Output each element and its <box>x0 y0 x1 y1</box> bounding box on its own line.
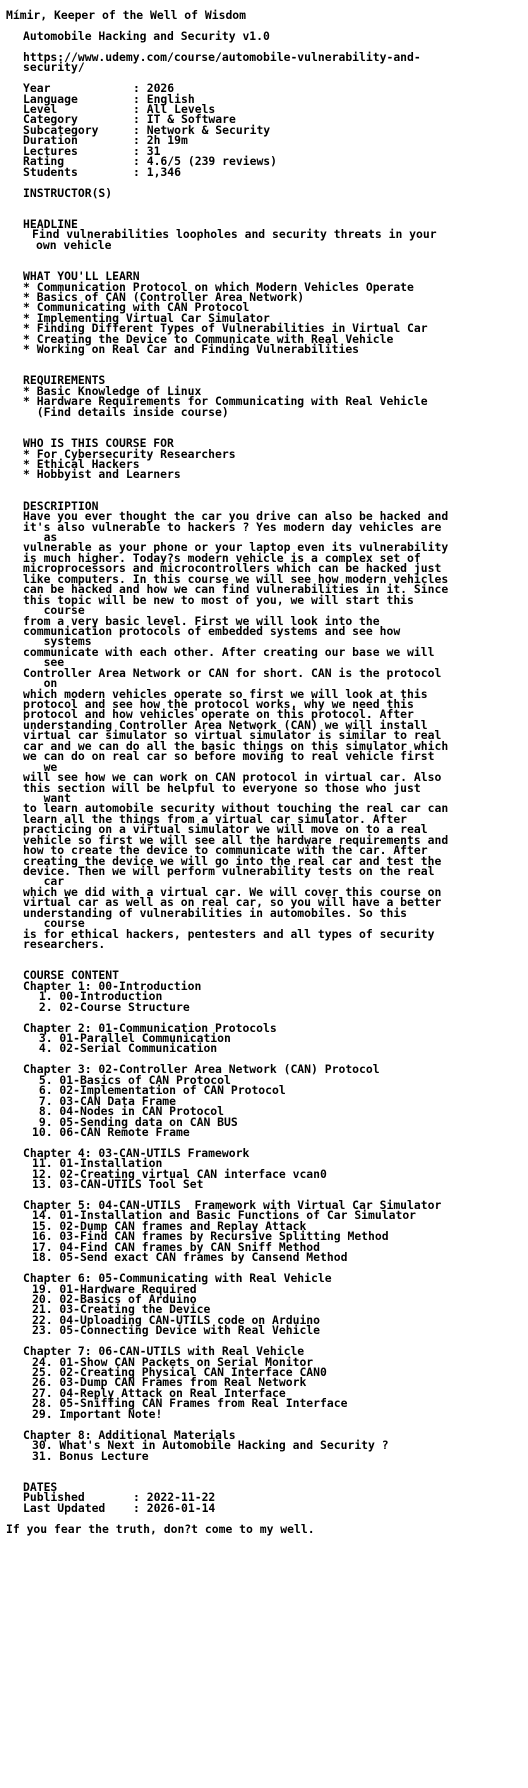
footer-quote: If you fear the truth, don?t come to my well. <box>6 1521 315 1536</box>
description-line: see <box>23 655 65 670</box>
audience-item: * Hobbyist and Learners <box>23 467 181 482</box>
description-line: will see how we can work on CAN protocol in virtual car. Also <box>23 770 442 785</box>
meta-key: Category <box>23 112 78 127</box>
description-line: this section will be helpful to everyone so those who just <box>23 780 421 795</box>
lecture-item: 16. 03-Find CAN frames by Recursive Splitting Method <box>32 1229 389 1244</box>
description-line: on <box>23 676 58 691</box>
meta-key: Lectures <box>23 143 78 158</box>
description-line: understanding of vulnerabilities in automobiles. So this <box>23 905 408 920</box>
lecture-item: 25. 02-Creating Physical CAN Interface CAN0 <box>32 1365 327 1380</box>
chapter <box>23 978 528 1014</box>
meta-value: : All Levels <box>133 101 216 116</box>
chapter <box>23 1200 528 1263</box>
description-line: this topic will be new to most of you, we will start this <box>23 592 414 607</box>
chapter <box>23 1064 528 1137</box>
lecture-item: 9. 05-Sending data on CAN BUS <box>32 1114 238 1129</box>
lecture-item: 10. 06-CAN Remote Frame <box>32 1124 190 1139</box>
lecture-item: 4. 02-Serial Communication <box>32 1041 218 1056</box>
learn-list <box>6 279 528 357</box>
meta-value: : 31 <box>133 143 161 158</box>
course-url-line-1: https://www.udemy.com/course/automobile-vulnerability-and- <box>23 49 421 64</box>
description-line: car <box>23 874 65 889</box>
audience-item: * For Cybersecurity Researchers <box>23 446 236 461</box>
lecture-item: 23. 05-Connecting Device with Real Vehicle <box>32 1323 321 1338</box>
meta-row <box>23 133 528 148</box>
description-line: want <box>23 790 72 805</box>
lecture-item: 2. 02-Course Structure <box>32 999 190 1014</box>
description-line: vehicle so first we will see all the hardware requirements and <box>23 832 449 847</box>
meta-value: : 4.6/5 (239 reviews) <box>133 154 278 169</box>
audience-item: * Ethical Hackers <box>23 456 140 471</box>
learn-heading: WHAT YOU'LL LEARN <box>23 269 140 284</box>
signature: Mímir, Keeper of the Well of Wisdom <box>6 8 247 22</box>
requirements-heading: REQUIREMENTS <box>23 373 106 388</box>
date-row <box>23 1500 528 1515</box>
chapter <box>23 1273 528 1336</box>
learn-item: * Basics of CAN (Controller Area Network) <box>23 289 305 304</box>
lecture-item: 11. 01-Installation <box>32 1156 163 1171</box>
description-line: course <box>23 603 85 618</box>
chapter-title: Chapter 8: Additional Materials <box>23 1427 236 1442</box>
chapter-title: Chapter 5: 04-CAN-UTILS Framework with Virtual Car Simulator <box>23 1198 442 1213</box>
description-line: communication protocols of embedded systems and see how <box>23 623 401 638</box>
chapter <box>23 1346 528 1419</box>
lecture-item: 15. 02-Dump CAN frames and Replay Attack <box>32 1218 307 1233</box>
description-line: practicing on a virtual simulator we will move on to a real <box>23 822 428 837</box>
meta-key: Language <box>23 91 78 106</box>
meta-key: Subcategory <box>23 122 99 137</box>
learn-item: * Creating the Device to Communicate with Real Vehicle <box>23 331 394 346</box>
course-content-heading: COURSE CONTENT <box>23 968 120 983</box>
description-line: which modern vehicles operate so first we will look at this <box>23 686 428 701</box>
description-line: virtual car simulator so virtual simulator is similar to real <box>23 728 442 743</box>
meta-row <box>23 81 528 96</box>
meta-key: Students <box>23 164 78 179</box>
lecture-item: 30. What's Next in Automobile Hacking and Security ? <box>32 1438 389 1453</box>
lecture-item: 26. 03-Dump CAN Frames from Real Network <box>32 1375 307 1390</box>
date-value: : 2026-01-14 <box>133 1500 216 1515</box>
meta-key: Level <box>23 101 58 116</box>
description-line: virtual car as well as on real car, so you will have a better <box>23 895 442 910</box>
lecture-item: 3. 01-Parallel Communication <box>32 1031 231 1046</box>
lecture-item: 1. 00-Introduction <box>32 989 163 1004</box>
chapter <box>23 1427 528 1463</box>
lecture-item: 14. 01-Installation and Basic Functions of Car Simulator <box>32 1208 417 1223</box>
meta-key: Duration <box>23 133 78 148</box>
description-line: we <box>23 759 58 774</box>
description-line: as <box>23 530 58 545</box>
learn-item: * Working on Real Car and Finding Vulnerabilities <box>23 342 360 357</box>
meta-value: : 2026 <box>133 81 175 96</box>
description-body <box>6 509 528 952</box>
lecture-item: 21. 03-Creating the Device <box>32 1302 211 1317</box>
lecture-item: 29. Important Note! <box>32 1406 163 1421</box>
chapter-title: Chapter 3: 02-Controller Area Network (CAN) Protocol <box>23 1062 380 1077</box>
requirement-item: * Basic Knowledge of Linux <box>23 383 202 398</box>
date-value: : 2022-11-22 <box>133 1490 216 1505</box>
lecture-item: 19. 01-Hardware Required <box>32 1281 197 1296</box>
meta-row <box>23 101 528 116</box>
lecture-item: 7. 03-CAN Data Frame <box>32 1093 177 1108</box>
description-heading: DESCRIPTION <box>23 498 99 513</box>
requirements-list <box>6 383 528 419</box>
description-line: which we did with a virtual car. We will cover this course on <box>23 884 442 899</box>
description-line: protocol and see how the protocol works, why we need this <box>23 697 414 712</box>
description-line: microprocessors and microcontrollers which can be hacked just <box>23 561 442 576</box>
lecture-item: 28. 05-Sniffing CAN Frames from Real Interface <box>32 1396 348 1411</box>
description-line: course <box>23 916 85 931</box>
chapter-title: Chapter 7: 06-CAN-UTILS with Real Vehicle <box>23 1344 305 1359</box>
description-line: researchers. <box>23 937 106 952</box>
description-line: Have you ever thought the car you drive can also be hacked and <box>23 509 449 524</box>
audience-heading: WHO IS THIS COURSE FOR <box>23 436 174 451</box>
lecture-item: 27. 04-Reply Attack on Real Interface <box>32 1385 286 1400</box>
instructors-heading: INSTRUCTOR(S) <box>23 185 113 200</box>
dates-table <box>6 1492 528 1513</box>
date-key: Published <box>23 1490 85 1505</box>
audience-list <box>6 446 528 482</box>
learn-item: * Finding Different Types of Vulnerabilities in Virtual Car <box>23 321 428 336</box>
meta-row <box>23 122 528 137</box>
description-line: systems <box>23 634 92 649</box>
meta-value: : IT & Software <box>133 112 236 127</box>
meta-value: : English <box>133 91 195 106</box>
meta-row <box>23 112 528 127</box>
meta-value: : 2h 19m <box>133 133 188 148</box>
lecture-item: 12. 02-Creating virtual CAN interface vcan0 <box>32 1166 327 1181</box>
description-line: is for ethical hackers, pentesters and all types of security <box>23 926 435 941</box>
lecture-item: 17. 04-Find CAN frames by CAN Sniff Method <box>32 1239 321 1254</box>
lecture-item: 13. 03-CAN-UTILS Tool Set <box>32 1177 204 1192</box>
meta-table <box>6 83 528 177</box>
description-line: device. Then we will perform vulnerability tests on the real <box>23 864 435 879</box>
meta-key: Year <box>23 81 51 96</box>
description-line: from a very basic level. First we will look into the <box>23 613 380 628</box>
lecture-item: 24. 01-Show CAN Packets on Serial Monitor <box>32 1354 314 1369</box>
requirement-item: (Find details inside course) <box>23 404 229 419</box>
meta-row <box>23 91 528 106</box>
chapter-list <box>6 978 528 1463</box>
course-url-line-2: security/ <box>23 60 85 75</box>
chapter-title: Chapter 1: 00-Introduction <box>23 978 202 993</box>
description-line: like computers. In this course we will see how modern vehicles <box>23 571 449 586</box>
chapter-title: Chapter 6: 05-Communicating with Real Vehicle <box>23 1271 332 1286</box>
description-line: it's also vulnerable to hackers ? Yes modern day vehicles are <box>23 519 442 534</box>
lecture-item: 22. 04-Uploading CAN-UTILS code on Arduino <box>32 1312 321 1327</box>
meta-value: : 1,346 <box>133 164 182 179</box>
description-line: how to create the device to communicate with the car. After <box>23 843 428 858</box>
requirement-item: * Hardware Requirements for Communicating with Real Vehicle <box>23 394 428 409</box>
description-line: vulnerable as your phone or your laptop even its vulnerability <box>23 540 449 555</box>
description-line: Controller Area Network or CAN for short. CAN is the protocol <box>23 665 442 680</box>
course-title: Automobile Hacking and Security v1.0 <box>23 28 270 43</box>
chapter-title: Chapter 2: 01-Communication Protocols <box>23 1020 277 1035</box>
meta-row <box>23 164 528 179</box>
lecture-item: 5. 01-Basics of CAN Protocol <box>32 1072 231 1087</box>
chapter-title: Chapter 4: 03-CAN-UTILS Framework <box>23 1145 250 1160</box>
meta-key: Rating <box>23 154 65 169</box>
description-line: communicate with each other. After creating our base we will <box>23 644 435 659</box>
lecture-item: 6. 02-Implementation of CAN Protocol <box>32 1083 286 1098</box>
description-line: protocol and how vehicles operate on this protocol. After <box>23 707 414 722</box>
meta-value: : Network & Security <box>133 122 271 137</box>
headline-text: Find vulnerabilities loopholes and security threats in your <box>32 227 437 242</box>
learn-item: * Communication Protocol on which Modern Vehicles Operate <box>23 279 414 294</box>
chapter <box>23 1020 528 1056</box>
meta-row <box>23 154 528 169</box>
headline-heading: HEADLINE <box>23 216 78 231</box>
dates-heading: DATES <box>23 1479 58 1494</box>
lecture-item: 18. 05-Send exact CAN frames by Cansend Method <box>32 1250 348 1265</box>
description-line: creating the device we will go into the real car and test the <box>23 853 442 868</box>
lecture-item: 20. 02-Basics of Arduino <box>32 1291 197 1306</box>
headline-text-cont: own vehicle <box>36 237 112 252</box>
description-line: can be hacked and how we can find vulnerabilities in it. Since <box>23 582 449 597</box>
description-line: to learn automobile security without touching the real car can <box>23 801 449 816</box>
description-line: understanding Controller Area Network (CAN) we will install <box>23 717 428 732</box>
description-line: learn all the things from a virtual car simulator. After <box>23 811 408 826</box>
description-line: car and we can do all the basic things on this simulator which <box>23 738 449 753</box>
description-line: we can do on real car so before moving to real vehicle first <box>23 749 435 764</box>
chapter <box>23 1145 528 1192</box>
lecture-item: 31. Bonus Lecture <box>32 1448 149 1463</box>
learn-item: * Implementing Virtual Car Simulator <box>23 310 270 325</box>
date-key: Last Updated <box>23 1500 106 1515</box>
lecture-item: 8. 04-Nodes in CAN Protocol <box>32 1104 225 1119</box>
learn-item: * Communicating with CAN Protocol <box>23 300 250 315</box>
description-line: is much higher. Today?s modern vehicle is a complex set of <box>23 550 421 565</box>
